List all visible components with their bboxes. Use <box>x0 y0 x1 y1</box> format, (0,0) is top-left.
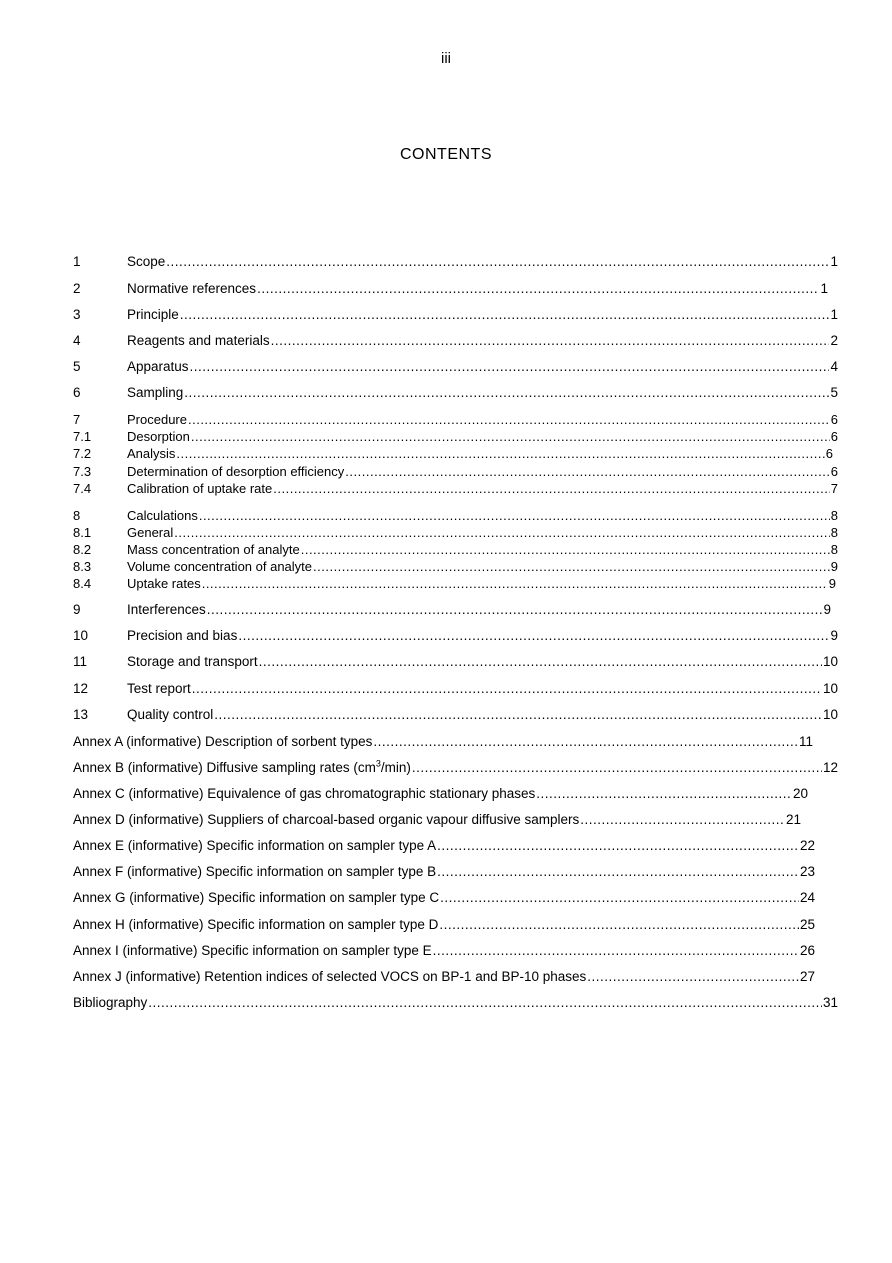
toc-entry-number: 10 <box>73 628 89 643</box>
toc-entry-page: 5 <box>830 385 838 400</box>
toc-entry-page: 24 <box>799 890 815 905</box>
toc-entry <box>73 627 838 645</box>
dot-leader <box>437 863 799 881</box>
dot-leader <box>188 411 830 429</box>
toc-entry <box>73 463 838 481</box>
dot-leader <box>238 627 829 645</box>
toc-entry-page: 22 <box>799 838 815 853</box>
toc-entry-label: Precision and bias <box>127 628 238 643</box>
toc-entry <box>73 575 836 593</box>
toc-entry-page: 1 <box>830 254 838 269</box>
toc-entry <box>73 863 815 881</box>
dot-leader <box>214 706 822 724</box>
toc-entry-number: 8.4 <box>73 576 92 591</box>
toc-entry-label: Annex H (informative) Specific information on sampler type D <box>73 917 439 932</box>
toc-entry-page: 31 <box>822 995 838 1010</box>
toc-entry-label: Principle <box>127 307 179 322</box>
toc-entry-number: 12 <box>73 681 89 696</box>
toc-entry <box>73 332 838 350</box>
toc-entry <box>73 541 838 559</box>
toc-entry-label: Calibration of uptake rate <box>127 481 273 496</box>
toc-entry-number: 8.3 <box>73 559 92 574</box>
dot-leader <box>207 601 823 619</box>
toc-entry <box>73 785 808 803</box>
toc-entry-page: 2 <box>830 333 838 348</box>
toc-entry-number: 1 <box>73 254 81 269</box>
page-number: iii <box>441 50 451 67</box>
toc-entry-page: 1 <box>820 281 828 296</box>
toc-entry <box>73 507 838 525</box>
dot-leader <box>580 811 785 829</box>
toc-entry-page: 21 <box>785 812 801 827</box>
toc-entry <box>73 280 828 298</box>
toc-entry-label: Volume concentration of analyte <box>127 559 313 574</box>
toc-entry-number: 7.4 <box>73 481 92 496</box>
toc-entry-label: Determination of desorption efficiency <box>127 464 345 479</box>
toc-entry-label: Normative references <box>127 281 257 296</box>
toc-entry <box>73 358 838 376</box>
toc-entry-label: Apparatus <box>127 359 189 374</box>
dot-leader <box>373 733 798 751</box>
toc-entry-page: 23 <box>799 864 815 879</box>
toc-entry <box>73 558 838 576</box>
toc-entry-page: 27 <box>799 969 815 984</box>
toc-entry-label: Annex F (informative) Specific information on sampler type B <box>73 864 437 879</box>
dot-leader <box>301 541 830 559</box>
dot-leader <box>440 889 799 907</box>
page-title: CONTENTS <box>400 146 492 163</box>
toc-entry <box>73 837 815 855</box>
toc-entry-page: 4 <box>830 359 838 374</box>
toc-entry <box>73 411 838 429</box>
toc-entry-number: 3 <box>73 307 81 322</box>
toc-entry-label: Annex E (informative) Specific information on sampler type A <box>73 838 437 853</box>
toc-entry-number: 5 <box>73 359 81 374</box>
dot-leader <box>199 507 830 525</box>
toc-entry-number: 7.3 <box>73 464 92 479</box>
dot-leader <box>166 253 829 271</box>
toc-entry-label: Annex J (informative) Retention indices of selected VOCS on BP-1 and BP-10 phases <box>73 969 587 984</box>
toc-entry <box>73 680 838 698</box>
toc-entry-label: Sampling <box>127 385 184 400</box>
toc-entry <box>73 706 838 724</box>
toc-entry-number: 6 <box>73 385 81 400</box>
toc-entry <box>73 916 815 934</box>
superscript: 3 <box>375 758 381 769</box>
toc-entry-page: 11 <box>798 734 813 749</box>
toc-entry <box>73 811 801 829</box>
toc-entry-page: 8 <box>830 542 838 557</box>
dot-leader <box>412 759 822 777</box>
toc-entry-number: 4 <box>73 333 81 348</box>
toc-entry-page: 10 <box>822 681 838 696</box>
toc-entry-page: 10 <box>822 707 838 722</box>
dot-leader <box>439 916 799 934</box>
toc-entry-number: 8 <box>73 508 81 523</box>
toc-entry-page: 7 <box>830 481 838 496</box>
dot-leader <box>271 332 830 350</box>
dot-leader <box>273 480 830 498</box>
toc-entry-page: 6 <box>825 446 833 461</box>
toc-entry-label: Scope <box>127 254 166 269</box>
toc-entry-page: 12 <box>822 760 838 775</box>
toc-entry <box>73 759 838 777</box>
toc-entry <box>73 524 838 542</box>
toc-entry-number: 7 <box>73 412 81 427</box>
dot-leader <box>176 445 824 463</box>
toc-entry-page: 6 <box>830 412 838 427</box>
dot-leader <box>184 384 829 402</box>
toc-entry-label: Bibliography <box>73 995 148 1010</box>
toc-entry-label: Test report <box>127 681 191 696</box>
toc-entry <box>73 306 838 324</box>
toc-entry <box>73 253 838 271</box>
dot-leader <box>174 524 830 542</box>
toc-entry-page: 1 <box>830 307 838 322</box>
toc-entry <box>73 942 815 960</box>
toc-entry-page: 9 <box>830 559 838 574</box>
toc-entry-label: Calculations <box>127 508 198 523</box>
dot-leader <box>190 358 830 376</box>
toc-entry-label: General <box>127 525 174 540</box>
toc-entry <box>73 733 813 751</box>
toc-entry-number: 2 <box>73 281 81 296</box>
dot-leader <box>536 785 792 803</box>
dot-leader <box>345 463 829 481</box>
toc-entry-page: 6 <box>830 429 838 444</box>
toc-entry-label: Quality control <box>127 707 214 722</box>
toc-entry-label: Interferences <box>127 602 206 617</box>
toc-entry-number: 11 <box>73 654 88 669</box>
toc-entry <box>73 601 831 619</box>
toc-entry-label: Reagents and materials <box>127 333 270 348</box>
toc-entry-label: Annex A (informative) Description of sorbent types <box>73 734 373 749</box>
toc-entry-label: Annex C (informative) Equivalence of gas chromatographic stationary phases <box>73 786 536 801</box>
toc-entry-label: Storage and transport <box>127 654 258 669</box>
toc-entry <box>73 480 838 498</box>
dot-leader <box>437 837 799 855</box>
toc-entry-page: 9 <box>828 576 836 591</box>
toc-entry-page: 9 <box>823 602 831 617</box>
dot-leader <box>180 306 830 324</box>
toc-entry-label: Mass concentration of analyte <box>127 542 300 557</box>
dot-leader <box>587 968 799 986</box>
dot-leader <box>148 994 822 1012</box>
toc-entry-page: 8 <box>830 525 838 540</box>
dot-leader <box>259 653 822 671</box>
toc-entry-label: Analysis <box>127 446 176 461</box>
toc-entry-page: 6 <box>830 464 838 479</box>
toc-entry-page: 9 <box>830 628 838 643</box>
toc-entry-number: 9 <box>73 602 81 617</box>
toc-entry <box>73 445 833 463</box>
toc-entry <box>73 968 815 986</box>
toc-entry-page: 25 <box>799 917 815 932</box>
toc-entry-label: Annex I (informative) Specific information on sampler type E <box>73 943 432 958</box>
toc-entry-label: Desorption <box>127 429 190 444</box>
toc-entry <box>73 994 838 1012</box>
toc-entry-number: 13 <box>73 707 89 722</box>
toc-entry <box>73 428 838 446</box>
toc-entry-page: 26 <box>799 943 815 958</box>
dot-leader <box>257 280 819 298</box>
toc-entry-number: 7.1 <box>73 429 92 444</box>
toc-entry <box>73 653 838 671</box>
toc-entry-number: 7.2 <box>73 446 92 461</box>
toc-entry-page: 10 <box>822 654 838 669</box>
dot-leader <box>191 428 830 446</box>
toc-entry <box>73 384 838 402</box>
toc-entry-label: Procedure <box>127 412 187 427</box>
toc-entry-number: 8.1 <box>73 525 92 540</box>
toc-entry-label: Annex G (informative) Specific information on sampler type C <box>73 890 440 905</box>
toc-entry-label: Uptake rates <box>127 576 201 591</box>
toc-entry-page: 20 <box>792 786 808 801</box>
dot-leader <box>192 680 822 698</box>
toc-entry-page: 8 <box>830 508 838 523</box>
dot-leader <box>313 558 830 576</box>
dot-leader <box>433 942 799 960</box>
toc-entry-number: 8.2 <box>73 542 92 557</box>
dot-leader <box>202 575 828 593</box>
toc-entry-label: Annex B (informative) Diffusive sampling rates $(cm^3/\min)$ <box>73 758 411 775</box>
toc-entry-label: Annex D (informative) Suppliers of charcoal-based organic vapour diffusive samplers <box>73 812 580 827</box>
toc-entry <box>73 889 815 907</box>
